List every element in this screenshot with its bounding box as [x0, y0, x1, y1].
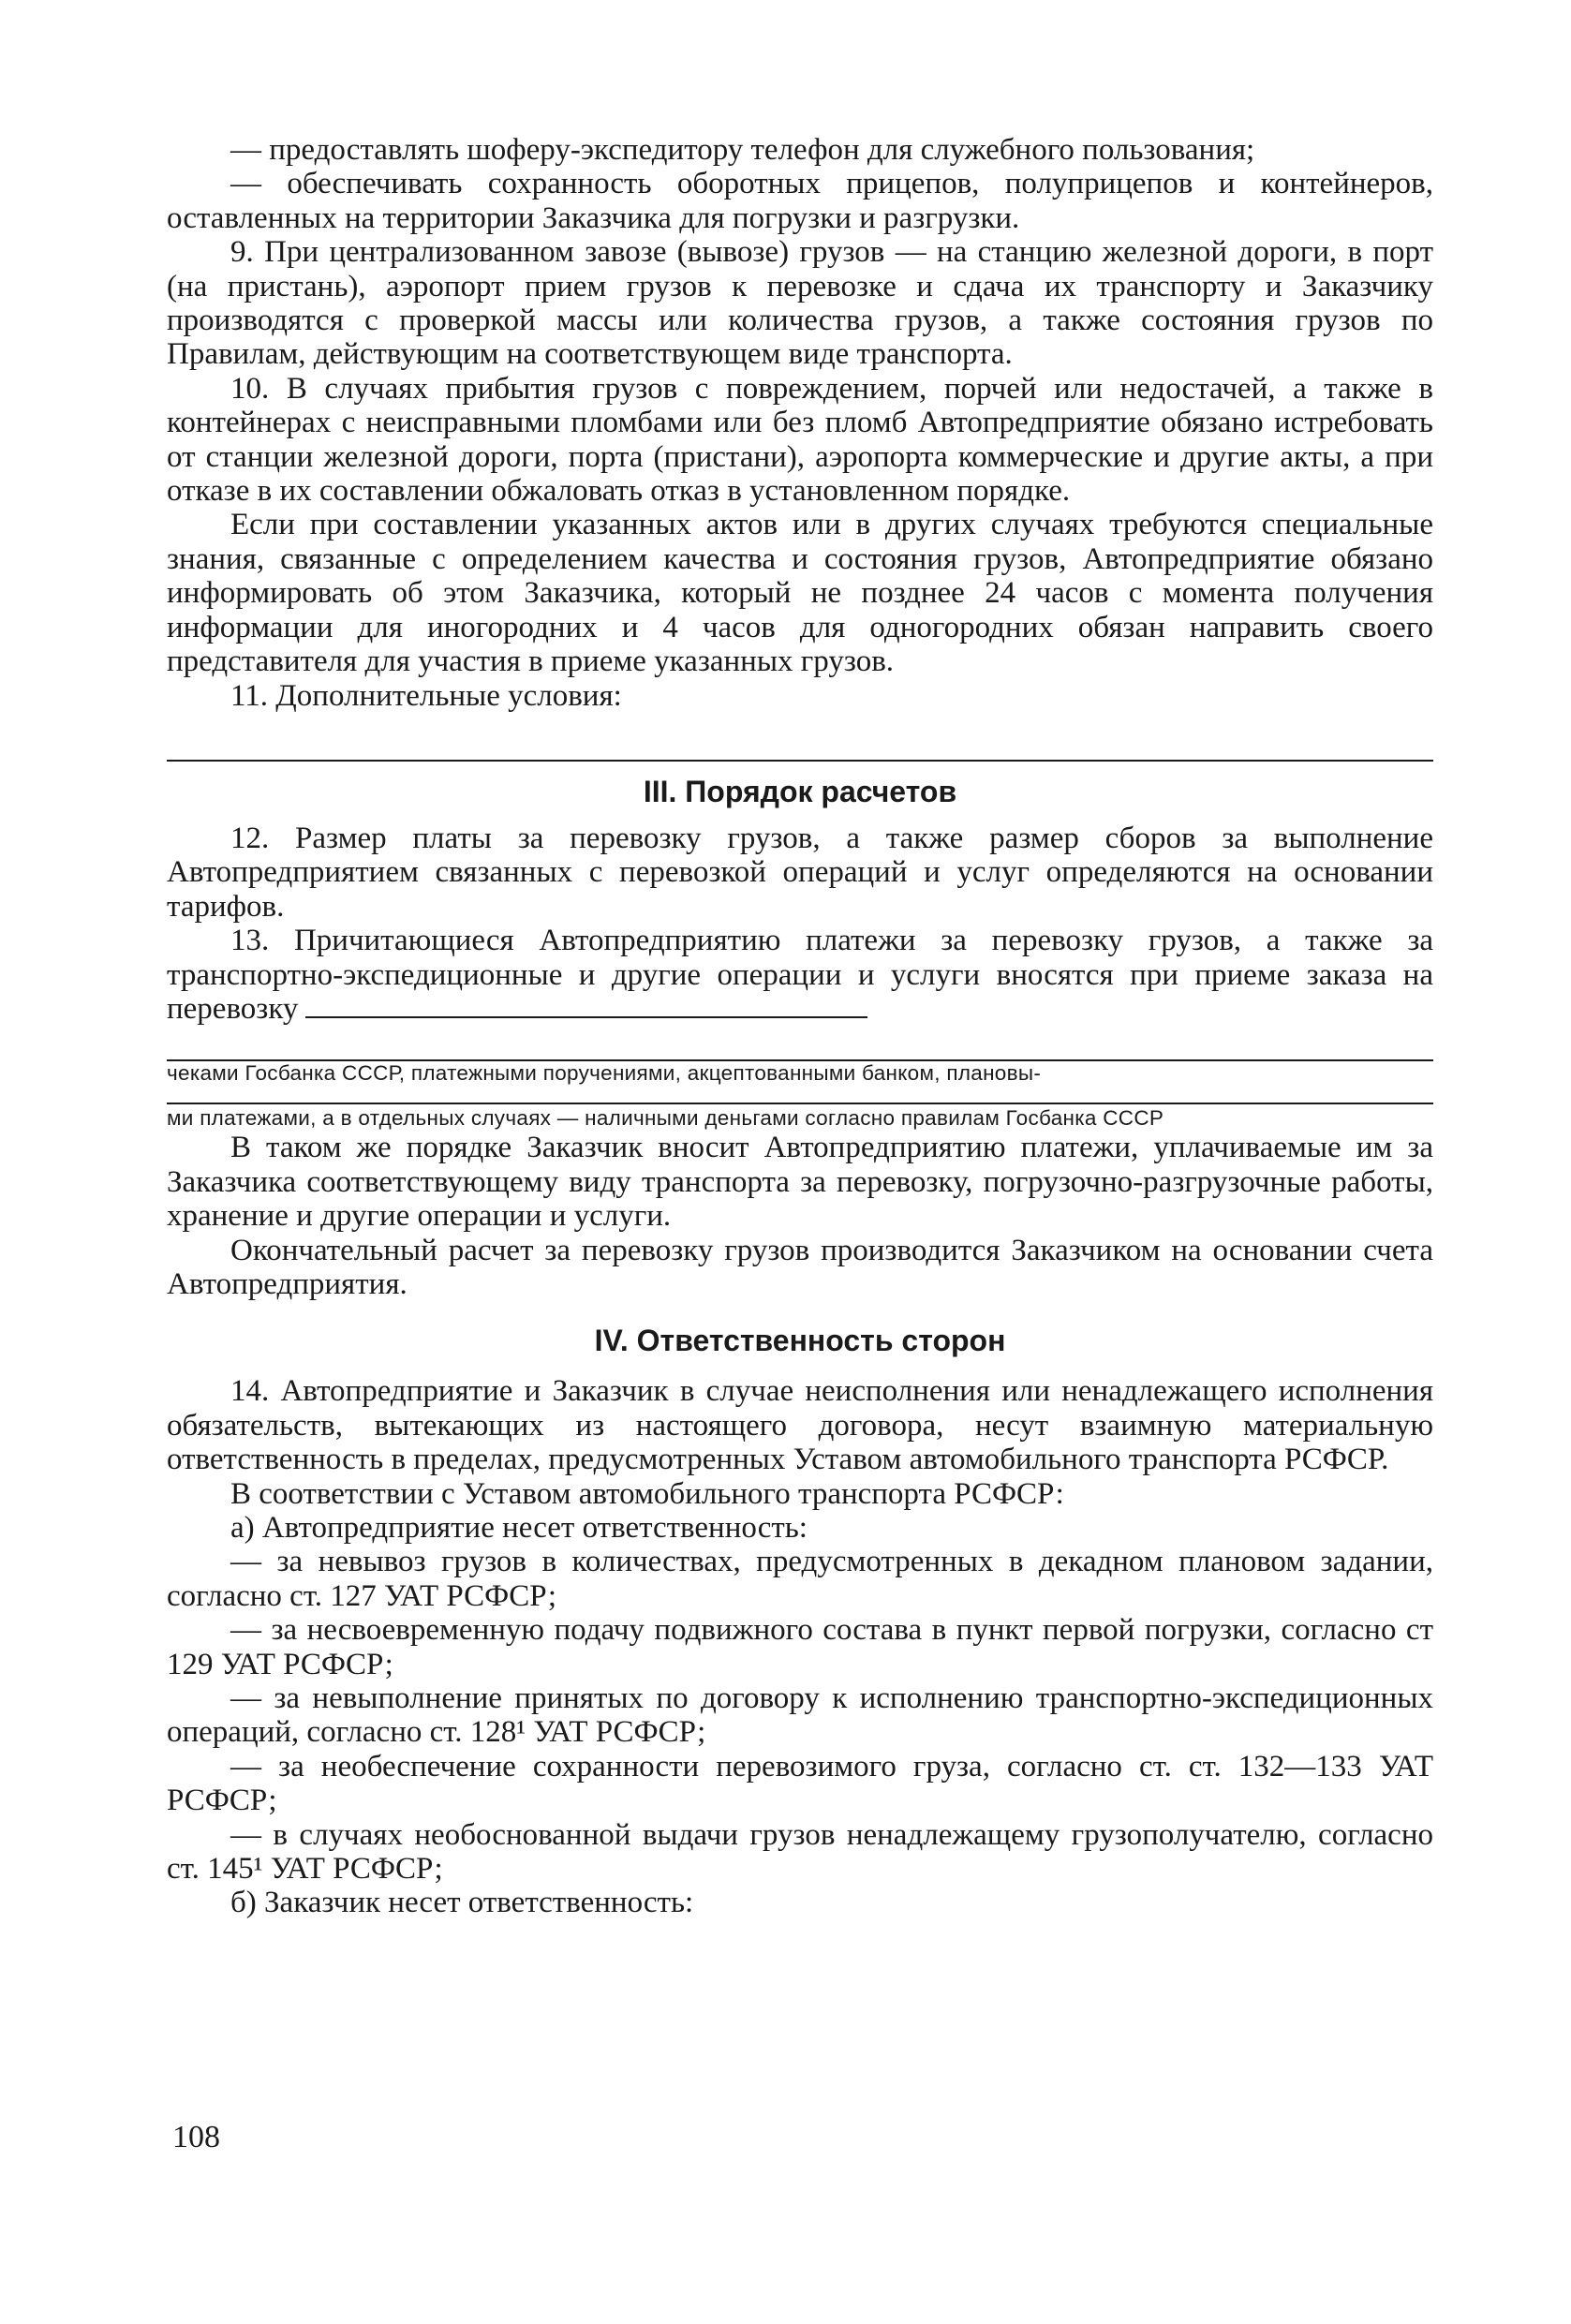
paragraph-same-order: В таком же порядке Заказчик вносит Автопредприятию платежи, уплачиваемые им за Заказчика соответствующему виду транспорта за перевозку, погрузочно-разгрузочные работы, хранение и другие операции и услуги.: [167, 1131, 1433, 1234]
section-4-heading: IV. Ответственность сторон: [594, 1324, 1006, 1358]
paragraph-14: 14. Автопредприятие и Заказчик в случае неисполнения или ненадлежащего исполнения обязательств, вытекающих из настоящего договора, несут взаимную материальную ответственность в пределах, предусмотренных Уставом автомобильного транспорта РСФСР.: [167, 1374, 1433, 1477]
footnote-line-1: чеками Госбанка СССР, платежными поручениями, акцептованными банком, плановы-: [167, 1061, 1042, 1086]
section-3-heading: III. Порядок расчетов: [643, 774, 957, 808]
payment-method-blank: [305, 1016, 867, 1018]
paragraph-b: б) Заказчик несет ответственность:: [230, 1886, 694, 1920]
paragraph-non-removal: — за невывоз грузов в количествах, предусмотренных в декадном плановом задании, согласно ст. 127 УАТ РСФСР;: [167, 1545, 1433, 1613]
footnote-line-2: ми платежами, а в отдельных случаях — наличными деньгами согласно правилам Госбанка СССР: [167, 1106, 1164, 1131]
blank-fill-line: [167, 760, 1433, 762]
paragraph-safety: — за необеспечение сохранности перевозимого груза, согласно ст. ст. 132—133 УАТ РСФСР;: [167, 1749, 1433, 1818]
paragraph-per-charter: В соответствии с Уставом автомобильного транспорта РСФСР:: [230, 1476, 1064, 1511]
footnote-rule-bottom: [167, 1103, 1433, 1104]
paragraph-phone: — предоставлять шоферу-экспедитору телефон для служебного пользования;: [230, 133, 1255, 167]
paragraph-13-text: 13. Причитающиеся Автопредприятию платежи за перевозку грузов, а также за транспортно-экспедиционные и другие операции и услуги вносятся при приеме заказа на перевозку: [167, 924, 1433, 1026]
paragraph-trailers: — обеспечивать сохранность оборотных прицепов, полуприцепов и контейнеров, оставленных на территории Заказчика для погрузки и разгрузки.: [167, 167, 1433, 235]
paragraph-11: 11. Дополнительные условия:: [230, 678, 622, 713]
paragraph-a: а) Автопредприятие несет ответственность:: [230, 1511, 808, 1545]
paragraph-late-supply: — за несвоевременную подачу подвижного состава в пункт первой погрузки, согласно ст 129 УАТ РСФСР;: [167, 1613, 1433, 1681]
paragraph-12: 12. Размер платы за перевозку грузов, а также размер сборов за выполнение Автопредприятием связанных с перевозкой операций и услуг определяются на основании тарифов.: [167, 821, 1433, 924]
paragraph-special-knowledge: Если при составлении указанных актов или в других случаях требуются специальные знания, связанные с определением качества и состояния грузов, Автопредприятие обязано информировать об этом Заказчика, который не позднее 24 часов с момента получения информации для иногородних и 4 часов для одногородних обязан направить своего представителя для участия в приеме указанных грузов.: [167, 508, 1433, 679]
paragraph-non-performance: — за невыполнение принятых по договору к исполнению транспортно-экспедиционных операций, согласно ст. 128¹ УАТ РСФСР;: [167, 1681, 1433, 1750]
paragraph-13: [167, 924, 1433, 1026]
page-content: [167, 133, 1433, 1920]
paragraph-9: 9. При централизованном завозе (вывозе) грузов — на станцию железной дороги, в порт (на пристань), аэропорт прием грузов к перевозке и сдача их транспорту и Заказчику производятся с проверкой массы или количества грузов, а также состояния грузов по Правилам, действующим на соответствующем виде транспорта.: [167, 235, 1433, 372]
page-number: 108: [172, 2120, 220, 2154]
paragraph-final-settlement: Окончательный расчет за перевозку грузов производится Заказчиком на основании счета Автопредприятия.: [167, 1233, 1433, 1301]
paragraph-10: 10. В случаях прибытия грузов с повреждением, порчей или недостачей, а также в контейнерах с неисправными пломбами или без пломб Автопредприятие обязано истребовать от станции железной дороги, порта (пристани), аэропорта коммерческие и другие акты, а при отказе в их составлении обжаловать отказ в установленном порядке.: [167, 371, 1433, 509]
paragraph-wrong-recipient: — в случаях необоснованной выдачи грузов ненадлежащему грузополучателю, согласно ст. 145¹ УАТ РСФСР;: [167, 1817, 1433, 1887]
